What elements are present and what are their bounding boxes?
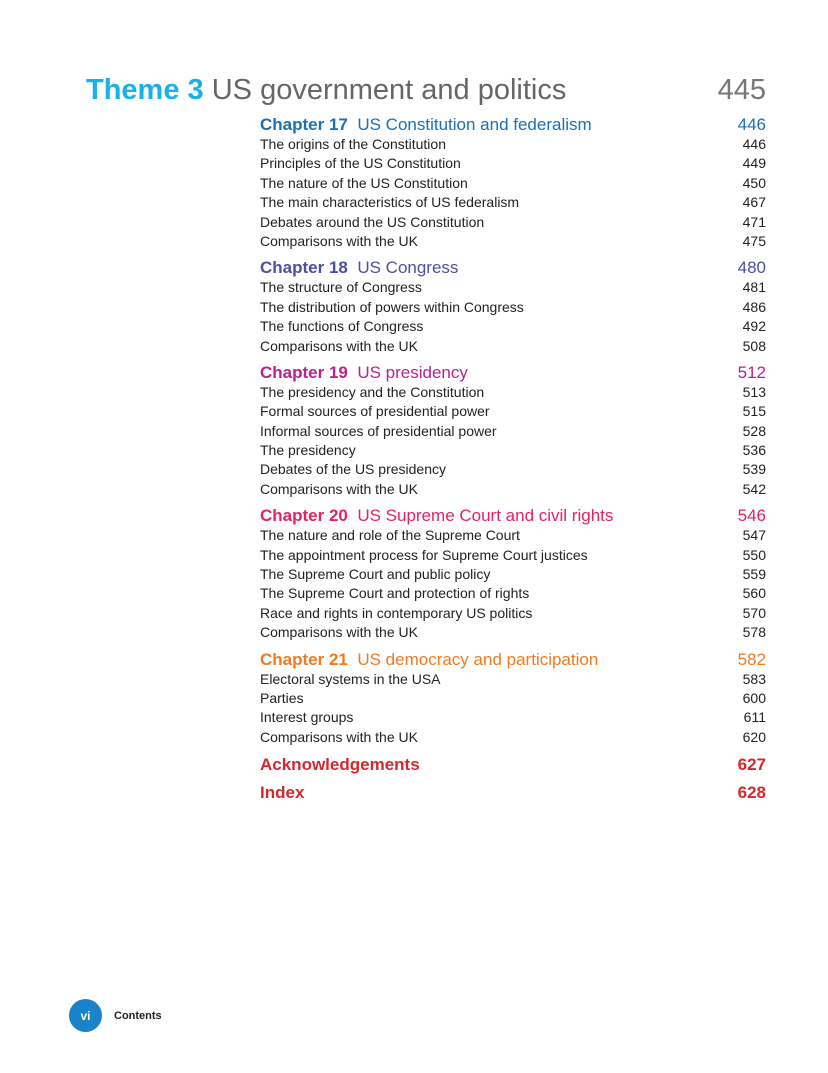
chapter-page-number: 512 <box>737 362 766 382</box>
entry-title: Comparisons with the UK <box>260 480 418 497</box>
entry-page-number: 475 <box>742 232 766 249</box>
entry-page-number: 450 <box>742 174 766 191</box>
section-title: Acknowledgements <box>260 755 420 775</box>
toc-entry[interactable] <box>260 317 766 336</box>
theme-title: US government and politics <box>211 73 567 106</box>
theme-page-number: 445 <box>717 73 766 106</box>
chapter-label: Chapter 19 <box>260 362 348 382</box>
entry-title: Principles of the US Constitution <box>260 155 461 172</box>
chapter-heading[interactable] <box>260 506 766 526</box>
entry-page-number: 578 <box>742 624 766 641</box>
toc-entry[interactable] <box>260 422 766 441</box>
theme-heading <box>86 71 766 109</box>
entry-title: Interest groups <box>260 709 354 726</box>
toc-entry[interactable] <box>260 441 766 460</box>
chapter-label: Chapter 18 <box>260 258 348 278</box>
entry-page-number: 583 <box>742 670 766 687</box>
entry-title: Electoral systems in the USA <box>260 670 441 687</box>
chapter-heading[interactable] <box>260 363 766 383</box>
entry-page-number: 536 <box>742 442 766 459</box>
page-footer <box>69 999 162 1032</box>
chapter-title: US democracy and participation <box>357 649 599 669</box>
chapter-title: US Congress <box>357 258 459 278</box>
entry-title: Formal sources of presidential power <box>260 403 490 420</box>
entry-page-number: 560 <box>742 585 766 602</box>
entry-title: Comparisons with the UK <box>260 624 418 641</box>
entry-page-number: 542 <box>742 480 766 497</box>
toc-entry[interactable] <box>260 174 766 193</box>
entry-page-number: 513 <box>742 383 766 400</box>
entry-title: The appointment process for Supreme Court justices <box>260 546 588 563</box>
chapter-heading[interactable] <box>260 258 766 278</box>
toc-entry[interactable] <box>260 584 766 603</box>
section-page-number: 627 <box>737 755 766 775</box>
footer-label: Contents <box>114 1009 162 1022</box>
entry-page-number: 508 <box>742 337 766 354</box>
chapter-label: Chapter 20 <box>260 506 348 526</box>
toc-entry[interactable] <box>260 337 766 356</box>
entry-page-number: 449 <box>742 155 766 172</box>
entry-title: Comparisons with the UK <box>260 728 418 745</box>
entry-title: Comparisons with the UK <box>260 337 418 354</box>
entry-page-number: 446 <box>742 136 766 152</box>
entry-page-number: 467 <box>742 194 766 211</box>
entry-page-number: 570 <box>742 604 766 621</box>
section-title: Index <box>260 783 305 803</box>
chapter-page-number: 480 <box>737 258 766 278</box>
entry-page-number: 550 <box>742 546 766 563</box>
section-page-number: 628 <box>737 783 766 803</box>
entry-title: The structure of Congress <box>260 279 422 296</box>
entry-page-number: 611 <box>743 709 766 726</box>
entry-title: Debates of the US presidency <box>260 461 446 478</box>
toc-entry[interactable] <box>260 402 766 421</box>
entry-page-number: 600 <box>742 689 766 706</box>
entry-title: The main characteristics of US federalism <box>260 194 520 211</box>
toc-entry[interactable] <box>260 480 766 499</box>
chapter-page-number: 582 <box>737 649 766 669</box>
toc-entry[interactable] <box>260 623 766 642</box>
entry-title: The nature and role of the Supreme Court <box>260 527 520 544</box>
entry-title: The Supreme Court and protection of rights <box>260 585 530 602</box>
entry-page-number: 528 <box>742 422 766 439</box>
toc-entry[interactable] <box>260 546 766 565</box>
toc-entry[interactable] <box>260 728 766 747</box>
chapter-heading[interactable] <box>260 115 766 135</box>
chapter-label: Chapter 21 <box>260 649 348 669</box>
entry-title: The Supreme Court and public policy <box>260 566 491 583</box>
entry-page-number: 539 <box>742 461 766 478</box>
entry-title: The nature of the US Constitution <box>260 174 468 191</box>
theme-label: Theme 3 <box>86 73 204 106</box>
toc-entry[interactable] <box>260 708 766 727</box>
entry-page-number: 481 <box>742 279 766 296</box>
entry-title: Informal sources of presidential power <box>260 422 497 439</box>
toc-entry[interactable] <box>260 213 766 232</box>
toc-entry[interactable] <box>260 689 766 708</box>
toc-entry[interactable] <box>260 604 766 623</box>
toc-section-index[interactable] <box>260 783 766 803</box>
chapter-page-number: 446 <box>737 115 766 134</box>
table-of-contents <box>260 115 766 803</box>
entry-page-number: 471 <box>742 213 766 230</box>
toc-entry[interactable] <box>260 193 766 212</box>
toc-entry[interactable] <box>260 278 766 297</box>
entry-title: Comparisons with the UK <box>260 232 418 249</box>
chapter-title: US Supreme Court and civil rights <box>357 506 614 526</box>
entry-page-number: 486 <box>742 298 766 315</box>
entry-page-number: 515 <box>742 403 766 420</box>
chapter-label: Chapter 17 <box>260 115 348 134</box>
chapter-page-number: 546 <box>737 506 766 526</box>
entry-title: Parties <box>260 689 304 706</box>
entry-page-number: 620 <box>742 728 766 745</box>
entry-page-number: 492 <box>742 318 766 335</box>
toc-entry[interactable] <box>260 460 766 479</box>
toc-entry[interactable] <box>260 232 766 251</box>
entry-page-number: 547 <box>742 527 766 544</box>
chapter-title: US presidency <box>357 362 468 382</box>
entry-page-number: 559 <box>742 566 766 583</box>
entry-title: Debates around the US Constitution <box>260 213 485 230</box>
entry-title: Race and rights in contemporary US politics <box>260 604 533 621</box>
toc-entry[interactable] <box>260 154 766 173</box>
entry-title: The presidency and the Constitution <box>260 383 485 400</box>
page-number-badge: vi <box>69 999 102 1032</box>
toc-entry[interactable] <box>260 383 766 402</box>
toc-entry[interactable] <box>260 298 766 317</box>
toc-entry[interactable] <box>260 135 766 154</box>
toc-section-acknowledgements[interactable] <box>260 755 766 775</box>
entry-title: The presidency <box>260 442 356 459</box>
toc-entry[interactable] <box>260 526 766 545</box>
entry-title: The functions of Congress <box>260 318 424 335</box>
chapter-heading[interactable] <box>260 650 766 670</box>
chapter-title: US Constitution and federalism <box>357 115 592 134</box>
entry-title: The origins of the Constitution <box>260 136 446 152</box>
entry-title: The distribution of powers within Congress <box>260 298 524 315</box>
toc-entry[interactable] <box>260 670 766 689</box>
toc-entry[interactable] <box>260 565 766 584</box>
